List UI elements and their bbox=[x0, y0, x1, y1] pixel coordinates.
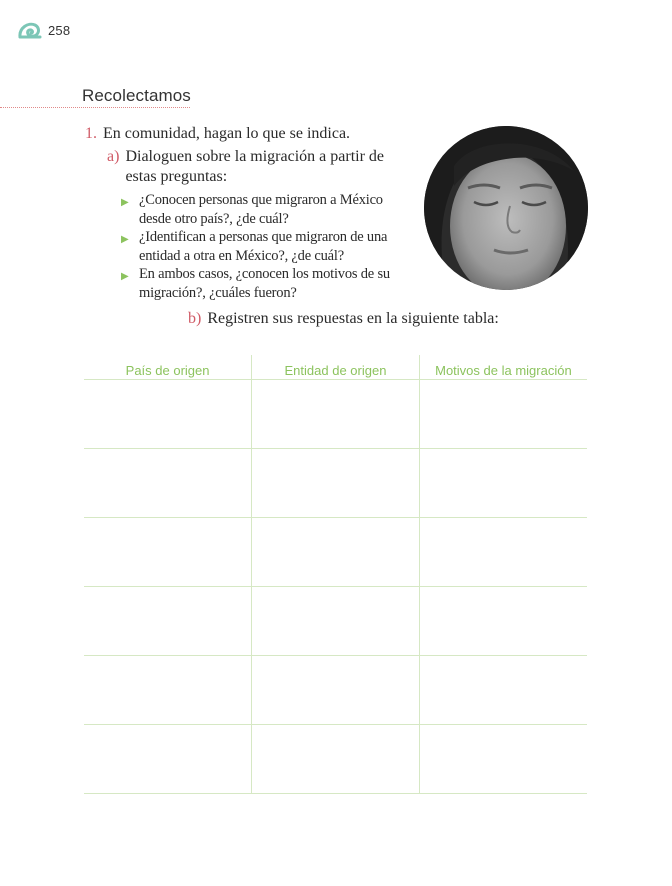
section-title: Recolectamos bbox=[82, 86, 191, 105]
table-cell[interactable] bbox=[252, 380, 420, 449]
part-a-letter: a) bbox=[107, 148, 120, 165]
table-row bbox=[84, 656, 587, 725]
bullet-arrow-icon: ▶ bbox=[121, 271, 129, 282]
bullet-arrow-icon: ▶ bbox=[121, 234, 129, 245]
part-b-text: Registren sus respuestas en la siguiente tabla: bbox=[207, 310, 499, 327]
table-cell[interactable] bbox=[84, 380, 252, 449]
table-cell[interactable] bbox=[419, 656, 587, 725]
question-item: ▶ En ambos casos, ¿conocen los motivos de su migración?, ¿cuáles fueron? bbox=[121, 266, 390, 301]
table-cell[interactable] bbox=[84, 725, 252, 794]
table-cell[interactable] bbox=[419, 518, 587, 587]
table-cell[interactable] bbox=[84, 518, 252, 587]
part-b bbox=[188, 309, 499, 329]
table-row bbox=[84, 587, 587, 656]
table-cell[interactable] bbox=[252, 725, 420, 794]
girl-portrait-photo bbox=[424, 126, 588, 290]
activity-instructions bbox=[85, 124, 415, 302]
answers-table bbox=[84, 355, 587, 794]
column-header-country: País de origen bbox=[84, 355, 252, 380]
question-item: ▶ ¿Conocen personas que migraron a México desde otro país?, ¿de cuál? bbox=[121, 192, 383, 227]
bullet-arrow-icon: ▶ bbox=[121, 197, 129, 208]
table-cell[interactable] bbox=[252, 449, 420, 518]
table-cell[interactable] bbox=[84, 449, 252, 518]
part-a bbox=[107, 147, 415, 187]
table-cell[interactable] bbox=[252, 587, 420, 656]
column-header-reasons: Motivos de la migración bbox=[419, 355, 587, 380]
table-cell[interactable] bbox=[419, 380, 587, 449]
question-item: ▶ ¿Identifican a personas que migraron de una entidad a otra en México?, ¿de cuál? bbox=[121, 229, 388, 264]
part-a-text: Dialoguen sobre la migración a partir de estas preguntas: bbox=[125, 148, 385, 185]
column-header-entity: Entidad de origen bbox=[252, 355, 420, 380]
page-number: 258 bbox=[48, 22, 71, 38]
table-cell[interactable] bbox=[252, 656, 420, 725]
spiral-leaf-icon bbox=[18, 20, 42, 40]
item-number: 1. bbox=[85, 125, 97, 142]
activity-item-1 bbox=[85, 124, 415, 144]
table-cell[interactable] bbox=[84, 587, 252, 656]
question-list bbox=[118, 191, 415, 302]
table-row bbox=[84, 518, 587, 587]
table-cell[interactable] bbox=[419, 587, 587, 656]
table-cell[interactable] bbox=[252, 518, 420, 587]
table-row bbox=[84, 449, 587, 518]
page-header bbox=[18, 20, 70, 40]
title-divider bbox=[0, 107, 190, 108]
table-cell[interactable] bbox=[419, 449, 587, 518]
item-text: En comunidad, hagan lo que se indica. bbox=[103, 125, 351, 142]
table-row bbox=[84, 380, 587, 449]
table-header-row bbox=[84, 355, 587, 380]
part-b-letter: b) bbox=[188, 310, 202, 327]
table-row bbox=[84, 725, 587, 794]
table-cell[interactable] bbox=[419, 725, 587, 794]
table-cell[interactable] bbox=[84, 656, 252, 725]
